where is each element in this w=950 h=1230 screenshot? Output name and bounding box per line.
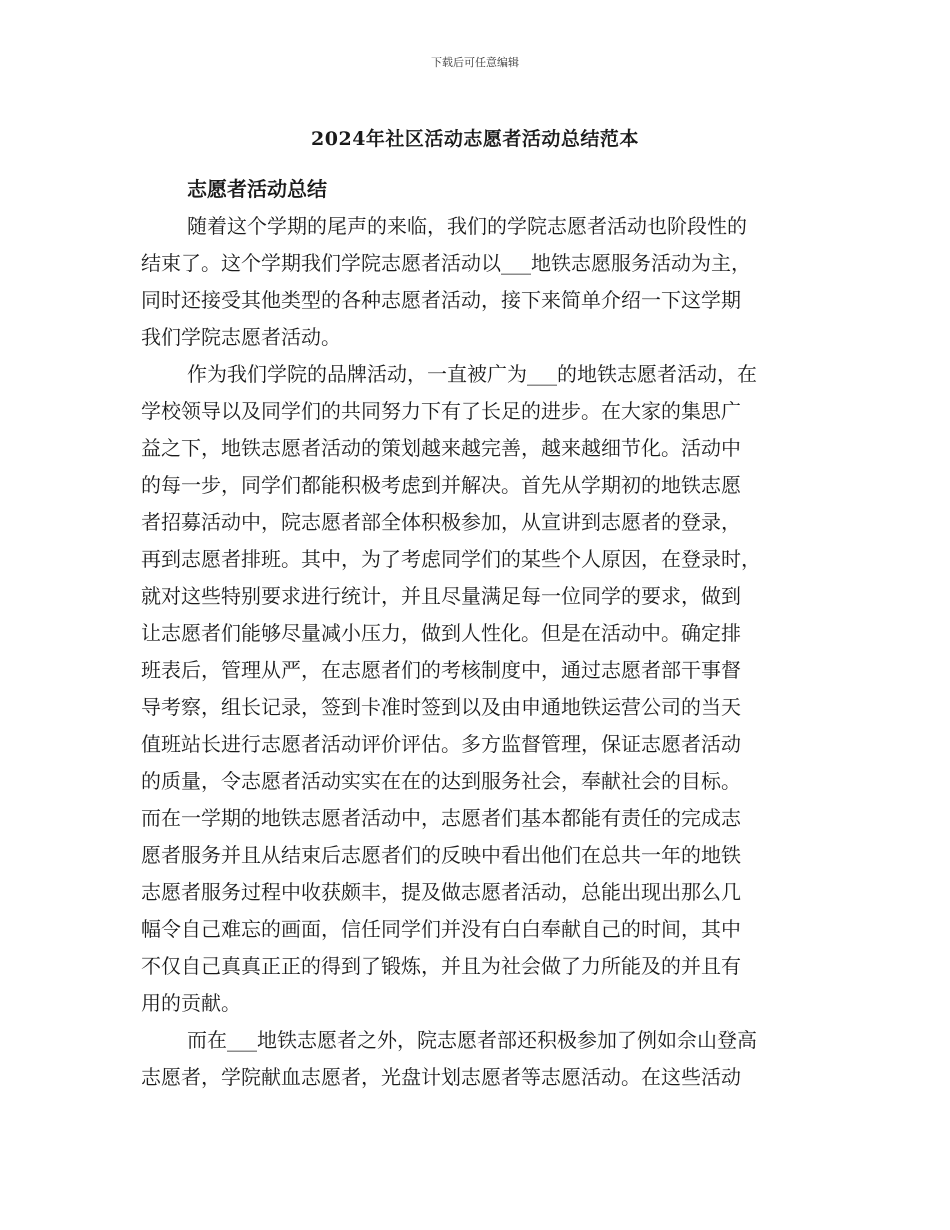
- paragraph-line: 的每一步，同学们都能积极考虑到并解决。首先从学期初的地铁志愿: [141, 473, 741, 497]
- paragraph-3: [141, 1022, 809, 1096]
- document-body: [141, 170, 809, 1096]
- paragraph-line: 导考察，组长记录，签到卡准时签到以及由申通地铁运营公司的当天: [141, 695, 741, 719]
- paragraph-line: 让志愿者们能够尽量减小压力，做到人性化。但是在活动中。确定排: [141, 621, 741, 645]
- paragraph-2: [141, 356, 809, 1022]
- paragraph-line: 益之下，地铁志愿者活动的策划越来越完善，越来越细节化。活动中: [141, 436, 741, 460]
- paragraph-line: 学校领导以及同学们的共同努力下有了长足的进步。在大家的集思广: [141, 399, 741, 423]
- paragraph-line: 而在一学期的地铁志愿者活动中，志愿者们基本都能有责任的完成志: [141, 806, 741, 830]
- paragraph-line: 的质量，令志愿者活动实实在在的达到服务社会，奉献社会的目标。: [141, 769, 741, 793]
- paragraph-line: 班表后，管理从严，在志愿者们的考核制度中，通过志愿者部干事督: [141, 658, 741, 682]
- document-title: 2024年社区活动志愿者活动总结范本: [311, 128, 639, 150]
- paragraph-line: 随着这个学期的尾声的来临，我们的学院志愿者活动也阶段性的: [187, 214, 747, 238]
- section-subheading: 志愿者活动总结: [187, 177, 327, 201]
- paragraph-line: 值班站长进行志愿者活动评价评估。多方监督管理，保证志愿者活动: [141, 732, 741, 756]
- paragraph-line: 不仅自己真真正正的得到了锻炼，并且为社会做了力所能及的并且有: [141, 954, 741, 978]
- paragraph-line: 我们学院志愿者活动。: [141, 325, 341, 349]
- paragraph-line: 愿者服务并且从结束后志愿者们的反映中看出他们在总共一年的地铁: [141, 843, 741, 867]
- paragraph-line: 用的贡献。: [141, 991, 241, 1015]
- paragraph-line: 志愿者，学院献血志愿者，光盘计划志愿者等志愿活动。在这些活动: [141, 1065, 741, 1089]
- paragraph-line: 就对这些特别要求进行统计，并且尽量满足每一位同学的要求，做到: [141, 584, 741, 608]
- paragraph-line: 志愿者服务过程中收获颇丰，提及做志愿者活动，总能出现出那么几: [141, 880, 741, 904]
- paragraph-line: 再到志愿者排班。其中，为了考虑同学们的某些个人原因，在登录时，: [141, 547, 761, 571]
- paragraph-line: 作为我们学院的品牌活动，一直被广为___的地铁志愿者活动，在: [187, 362, 757, 386]
- page-header-note: 下载后可任意编辑: [431, 56, 519, 69]
- paragraph-1: [141, 208, 809, 356]
- paragraph-line: 结束了。这个学期我们学院志愿者活动以___地铁志愿服务活动为主，: [141, 251, 751, 275]
- paragraph-line: 幅令自己难忘的画面，信任同学们并没有白白奉献自己的时间，其中: [141, 917, 741, 941]
- paragraph-line: 而在___地铁志愿者之外，院志愿者部还积极参加了例如佘山登高: [187, 1028, 757, 1052]
- paragraph-line: 者招募活动中，院志愿者部全体积极参加，从宣讲到志愿者的登录，: [141, 510, 741, 534]
- paragraph-line: 同时还接受其他类型的各种志愿者活动，接下来简单介绍一下这学期: [141, 288, 741, 312]
